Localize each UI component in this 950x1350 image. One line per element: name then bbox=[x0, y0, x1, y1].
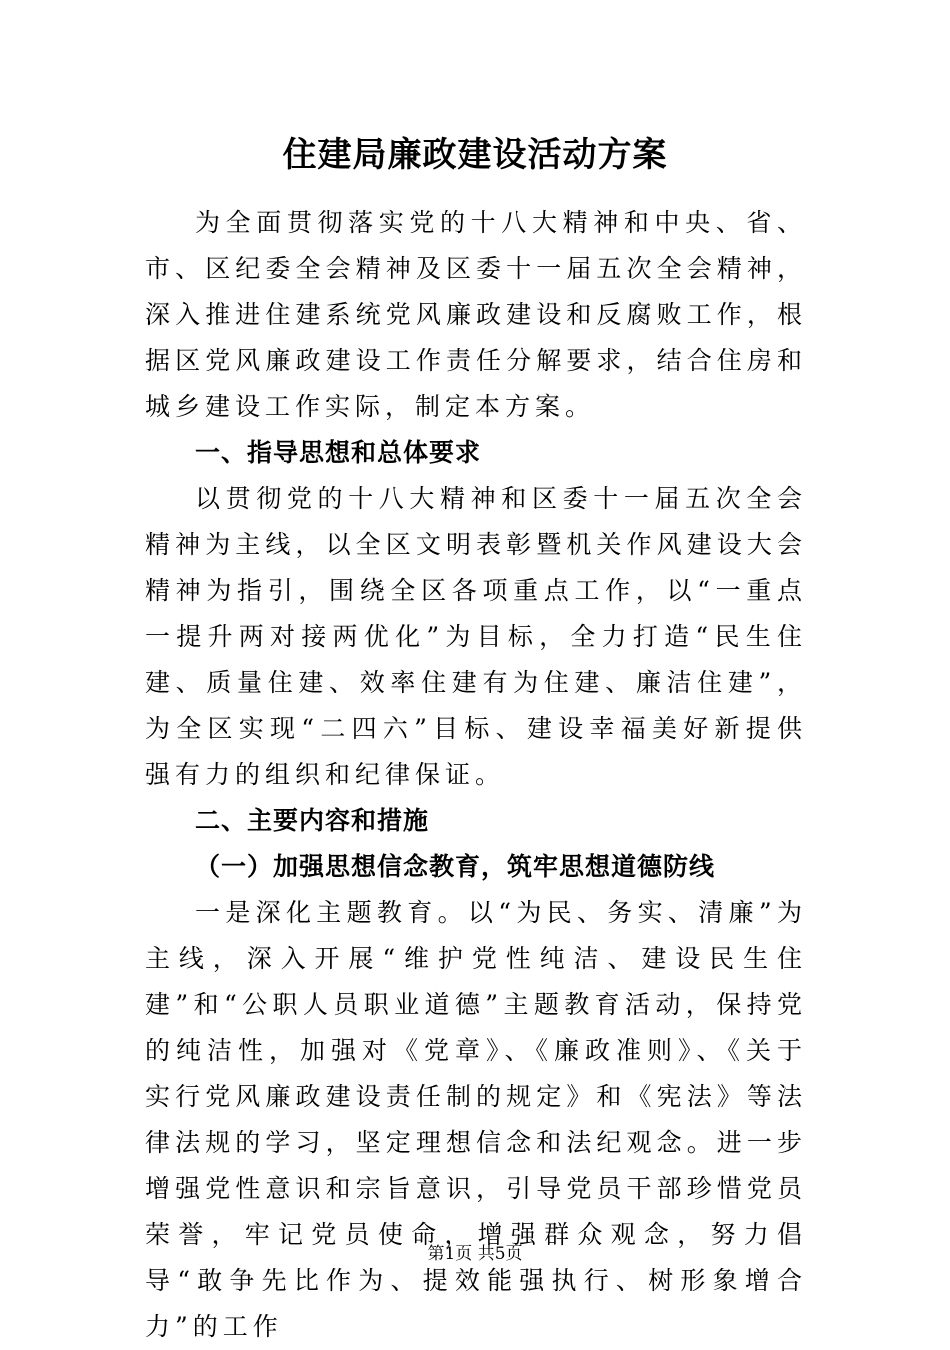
page-number-label: 第1页 共5页 bbox=[427, 1244, 523, 1264]
page-footer bbox=[0, 1242, 950, 1266]
subsection-heading-education: （一）加强思想信念教育，筑牢思想道德防线 bbox=[195, 852, 716, 881]
guiding-paragraph: 以贯彻党的十八大精神和区委十一届五次全会精神为主线，以全区文明表彰暨机关作风建设大会精神为指引，围绕全区各项重点工作，以“一重点一提升两对接两优化”为目标，全力打造“民生住建、质量住建、效率住建有为住建、廉洁住建”，为全区实现“二四六”目标、建设幸福美好新提供强有力的组织和纪律保证。 bbox=[145, 484, 807, 789]
intro-paragraph: 为全面贯彻落实党的十八大精神和中央、省、市、区纪委全会精神及区委十一届五次全会精神，深入推进住建系统党风廉政建设和反腐败工作，根据区党风廉政建设工作责任分解要求，结合住房和城乡建设工作实际，制定本方案。 bbox=[145, 208, 807, 421]
education-paragraph: 一是深化主题教育。以“为民、务实、清廉”为主线，深入开展“维护党性纯洁、建设民生住建”和“公职人员职业道德”主题教育活动，保持党的纯洁性，加强对《党章》、《廉政准则》、《关于实行党风廉政建设责任制的规定》和《宪法》等法律法规的学习，坚定理想信念和法纪观念。进一步增强党性意识和宗旨意识，引导党员干部珍惜党员荣誉，牢记党员使命，增强群众观念，努力倡导“敢争先比作为、提效能强执行、树形象增合力”的工作 bbox=[145, 898, 807, 1341]
document-title: 住建局廉政建设活动方案 bbox=[282, 135, 668, 175]
section-heading-content: 二、主要内容和措施 bbox=[195, 806, 430, 835]
section-heading-guiding: 一、指导思想和总体要求 bbox=[195, 438, 482, 467]
document-body bbox=[145, 200, 807, 1350]
